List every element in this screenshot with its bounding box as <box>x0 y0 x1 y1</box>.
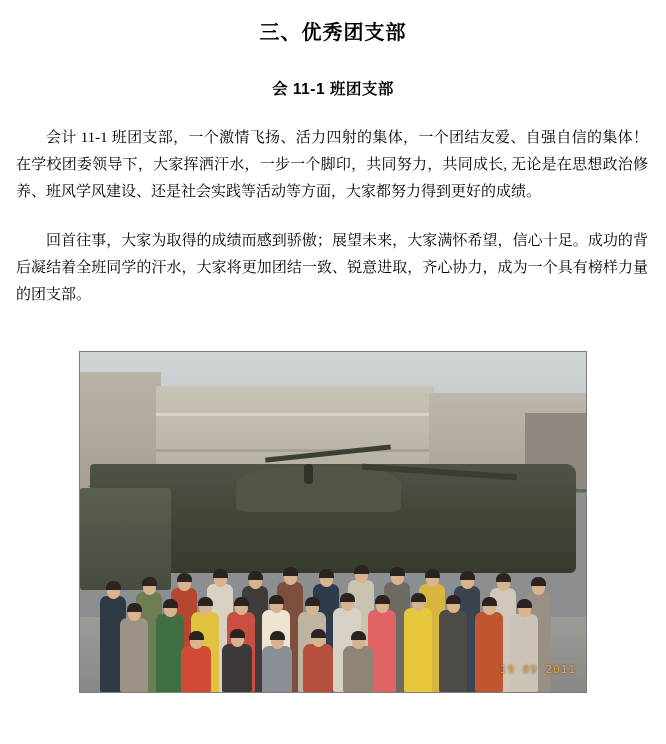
paragraph-1: 会计 11-1 班团支部，一个激情飞扬、活力四射的集体，一个团结友爱、自强自信的集体！在学校团委领导下，大家挥洒汗水，一步一个脚印，共同努力，共同成长, 无论是在思想政治修养、班风学风建设、还是社会实践等活动等方面，大家都努力得到更好的成绩。 <box>16 130 648 200</box>
photo-person <box>262 646 292 692</box>
photo-person <box>475 612 503 692</box>
photo-person <box>181 646 211 692</box>
photo-person <box>303 644 333 692</box>
photo-date-stamp: 19 09 2011 <box>499 663 576 676</box>
photo-person <box>343 646 373 692</box>
class-group-photo <box>79 351 587 693</box>
photo-person <box>404 608 432 692</box>
photo-students-group <box>80 481 586 692</box>
paragraph-2: 回首往事，大家为取得的成绩而感到骄傲；展望未来，大家满怀希望，信心十足。成功的背后凝结着全班同学的汗水，大家将更加团结一致、锐意进取，齐心协力，成为一个具有榜样力量的团支部。 <box>16 233 648 303</box>
photo-person <box>156 614 184 692</box>
photo-person <box>439 610 467 692</box>
document-page <box>0 16 666 744</box>
photo-person <box>510 614 538 692</box>
page-title: 三、优秀团支部 <box>259 22 407 44</box>
section-subtitle: 会 11-1 班团支部 <box>272 81 394 98</box>
photo-container <box>14 351 652 693</box>
photo-person <box>120 618 148 692</box>
photo-person <box>222 644 252 692</box>
